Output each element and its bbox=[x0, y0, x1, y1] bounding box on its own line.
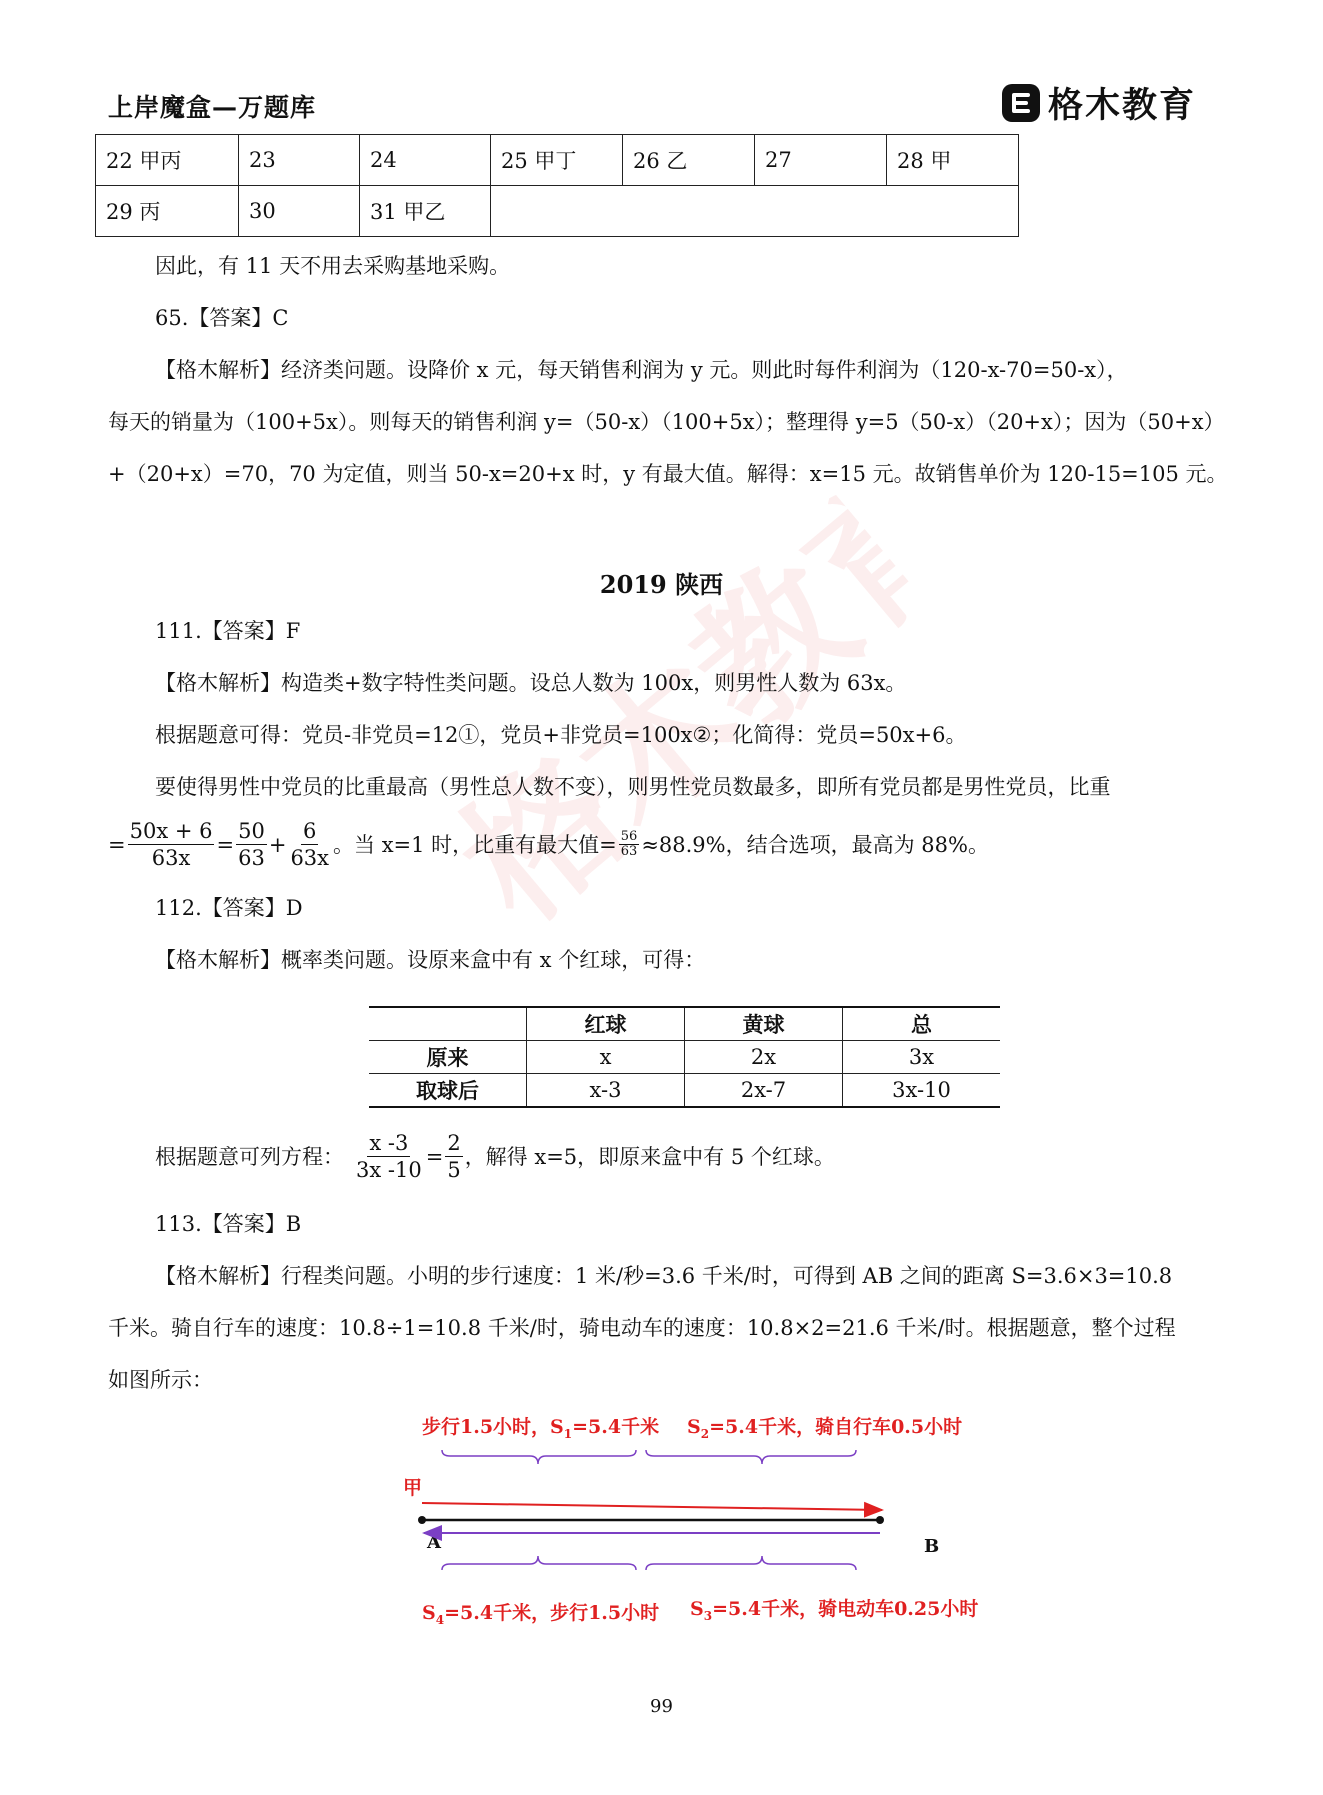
diagram-text: S bbox=[687, 1416, 701, 1438]
equation-text: = bbox=[108, 832, 126, 857]
fraction bbox=[288, 818, 331, 871]
diagram-subscript: 2 bbox=[700, 1426, 710, 1441]
table-cell: 3x bbox=[843, 1041, 1001, 1074]
brand-logo-icon bbox=[1000, 82, 1042, 124]
diagram-subscript: 4 bbox=[435, 1612, 445, 1627]
q112-answer: 112.【答案】D bbox=[155, 896, 303, 920]
table-cell: 2x bbox=[685, 1041, 843, 1074]
header-title: 上岸魔盒—万题库 bbox=[108, 93, 317, 122]
diagram-text: S bbox=[422, 1602, 436, 1624]
section-title: 2019 陕西 bbox=[599, 570, 724, 599]
fraction bbox=[236, 818, 267, 871]
equation-text: = bbox=[425, 1144, 444, 1169]
q65-analysis-line3: +（20+x）=70，70 为定值，则当 50-x=20+x 时，y 有最大值。解得：x=15 元。故销售单价为 120-15=105 元。 bbox=[108, 462, 1228, 486]
brace-top-right bbox=[646, 1450, 856, 1464]
fraction bbox=[445, 1130, 462, 1183]
fraction bbox=[354, 1130, 424, 1183]
table-cell: 2x-7 bbox=[685, 1074, 843, 1108]
table-row-label: 原来 bbox=[369, 1041, 527, 1074]
fraction-denominator: 63x bbox=[290, 846, 330, 870]
q111-line1: 【格木解析】构造类+数字特性类问题。设总人数为 100x，则男性人数为 63x。 bbox=[155, 671, 907, 695]
table-row bbox=[96, 135, 1019, 186]
table-cell: 3x-10 bbox=[843, 1074, 1001, 1108]
table-cell: 27 bbox=[755, 135, 887, 186]
table-row bbox=[96, 186, 1019, 237]
days-table bbox=[95, 134, 1019, 237]
diagram-label-a: A bbox=[427, 1532, 441, 1553]
q65-summary: 因此，有 11 天不用去采购基地采购。 bbox=[155, 254, 511, 278]
fraction-denominator: 63x bbox=[151, 846, 191, 870]
q111-line3: 要使得男性中党员的比重最高（男性总人数不变），则男性党员数最多，即所有党员都是男性党员，比重 bbox=[155, 775, 1111, 799]
diagram-graphic bbox=[380, 1400, 980, 1640]
diagram-text: S bbox=[690, 1598, 704, 1620]
point-a bbox=[418, 1516, 426, 1524]
diagram-text: =5.4千米，步行1.5小时 bbox=[444, 1602, 660, 1624]
q113-line3: 如图所示： bbox=[108, 1368, 213, 1392]
q113-line2: 千米。骑自行车的速度：10.8÷1=10.8 千米/时，骑电动车的速度：10.8×2=21.6 千米/时。根据题意，整个过程 bbox=[108, 1316, 1176, 1340]
point-b bbox=[876, 1516, 884, 1524]
q112-equation bbox=[155, 1130, 835, 1183]
q65-analysis-line2: 每天的销量为（100+5x）。则每天的销售利润 y=（50-x）（100+5x）；整理得 y=5（50-x）（20+x）；因为（50+x） bbox=[108, 410, 1225, 434]
q65-answer: 65.【答案】C bbox=[155, 306, 289, 330]
arrow-a-to-b bbox=[422, 1503, 882, 1510]
table-header-row bbox=[369, 1007, 1000, 1041]
diagram-label-b: B bbox=[924, 1536, 940, 1557]
diagram-text: =5.4千米，骑电动车0.25小时 bbox=[712, 1598, 979, 1620]
table-cell: 31 甲乙 bbox=[360, 186, 491, 237]
diagram-subscript: 1 bbox=[563, 1426, 573, 1441]
diagram-text: =5.4千米 bbox=[572, 1416, 660, 1438]
q111-answer: 111.【答案】F bbox=[155, 619, 301, 643]
table-header-cell: 总 bbox=[843, 1007, 1001, 1041]
equation-text: ≈88.9%，结合选项，最高为 88%。 bbox=[641, 832, 989, 857]
table-cell: 28 甲 bbox=[887, 135, 1019, 186]
table-cell: x-3 bbox=[527, 1074, 685, 1108]
probability-table bbox=[369, 1006, 1000, 1108]
table-header-cell: 红球 bbox=[527, 1007, 685, 1041]
q112-line1: 【格木解析】概率类问题。设原来盒中有 x 个红球，可得： bbox=[155, 948, 706, 972]
fraction bbox=[619, 830, 640, 859]
q65-analysis-line1: 【格木解析】经济类问题。设降价 x 元，每天销售利润为 y 元。则此时每件利润为（120-x-70=50-x）， bbox=[155, 358, 1128, 382]
table-header-cell bbox=[369, 1007, 527, 1041]
equation-text: = bbox=[216, 832, 235, 857]
fraction-numerator: 2 bbox=[447, 1131, 461, 1155]
brand-logo bbox=[1000, 80, 1196, 126]
table-row bbox=[369, 1074, 1000, 1108]
diagram-subscript: 3 bbox=[703, 1608, 713, 1623]
journey-diagram bbox=[380, 1400, 980, 1640]
fraction bbox=[128, 818, 215, 871]
q111-line2: 根据题意可得：党员-非党员=12①，党员+非党员=100x②；化简得：党员=50x+6。 bbox=[155, 723, 967, 747]
equation-text: 根据题意可列方程： bbox=[155, 1144, 344, 1169]
table-cell: x bbox=[527, 1041, 685, 1074]
table-cell bbox=[491, 186, 1019, 237]
equation-text: + bbox=[268, 832, 287, 857]
table-row bbox=[369, 1041, 1000, 1074]
fraction-numerator: x -3 bbox=[369, 1131, 409, 1155]
table-header-cell: 黄球 bbox=[685, 1007, 843, 1041]
brand-name: 格木教育 bbox=[1048, 86, 1197, 126]
table-cell: 26 乙 bbox=[623, 135, 755, 186]
table-row-label: 取球后 bbox=[369, 1074, 527, 1108]
diagram-text: 步行1.5小时，S bbox=[422, 1416, 564, 1438]
fraction-numerator: 50x + 6 bbox=[129, 819, 213, 843]
svg-text:格木教育: 格木教育 bbox=[431, 485, 938, 951]
fraction-denominator: 63 bbox=[620, 844, 638, 859]
watermark-graphic bbox=[430, 486, 938, 950]
brace-bottom-right bbox=[646, 1556, 856, 1570]
fraction-numerator: 56 bbox=[620, 829, 638, 844]
fraction-denominator: 3x -10 bbox=[356, 1158, 422, 1182]
diagram-label-jia: 甲 bbox=[403, 1477, 423, 1499]
q113-line1: 【格木解析】行程类问题。小明的步行速度：1 米/秒=3.6 千米/时，可得到 AB 之间的距离 S=3.6×3=10.8 bbox=[155, 1264, 1173, 1288]
table-cell: 24 bbox=[360, 135, 491, 186]
fraction-denominator: 5 bbox=[447, 1158, 461, 1182]
diagram-text: =5.4千米，骑自行车0.5小时 bbox=[709, 1416, 963, 1438]
brace-bottom-left bbox=[442, 1556, 636, 1570]
q111-equation bbox=[108, 818, 989, 871]
equation-text: 。当 x=1 时，比重有最大值= bbox=[333, 832, 617, 857]
page-number: 99 bbox=[650, 1696, 673, 1717]
table-cell: 29 丙 bbox=[96, 186, 239, 237]
table-cell: 22 甲丙 bbox=[96, 135, 239, 186]
brace-top-left bbox=[442, 1450, 636, 1464]
q113-answer: 113.【答案】B bbox=[155, 1212, 302, 1236]
fraction-numerator: 6 bbox=[303, 819, 317, 843]
table-cell: 25 甲丁 bbox=[491, 135, 623, 186]
table-cell: 23 bbox=[239, 135, 360, 186]
equation-text: ，解得 x=5，即原来盒中有 5 个红球。 bbox=[464, 1144, 835, 1169]
fraction-denominator: 63 bbox=[238, 846, 265, 870]
table-cell: 30 bbox=[239, 186, 360, 237]
fraction-numerator: 50 bbox=[238, 819, 265, 843]
